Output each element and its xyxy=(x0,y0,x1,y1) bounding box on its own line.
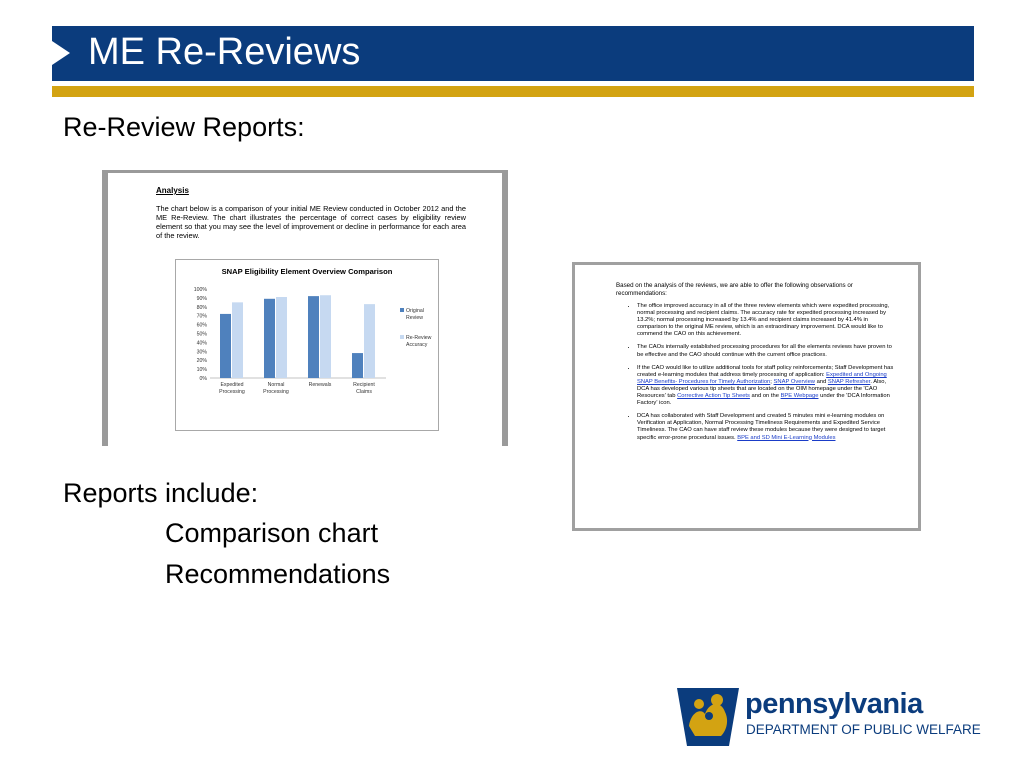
bar xyxy=(320,295,331,378)
y-tick-label: 40% xyxy=(196,340,207,347)
figure-head-icon xyxy=(694,699,704,709)
recommendations-list xyxy=(625,303,899,448)
y-tick-label: 50% xyxy=(196,331,207,338)
bullet-text: under the 'DCA Information Factory' icon. xyxy=(637,393,890,407)
y-tick-label: 0% xyxy=(199,376,207,382)
chart-svg xyxy=(176,260,438,430)
analysis-document xyxy=(102,170,508,446)
bullet-text: and on the xyxy=(749,393,781,400)
comparison-chart xyxy=(175,259,439,431)
link-timely-authorization[interactable]: Expedited and Ongoing SNAP Benefits- Procedures for Timely Authorization xyxy=(637,371,887,385)
bullet-text: If the CAO would like to utilize additional tools for staff policy reinforcements; Staff Development has created e-learning modules that address timely processing of application: xyxy=(637,364,894,378)
x-tick-label: Processing xyxy=(219,389,245,395)
gold-divider xyxy=(52,86,974,97)
list-item xyxy=(637,303,899,338)
chart-title: SNAP Eligibility Element Overview Comparison xyxy=(221,267,393,276)
y-tick-label: 100% xyxy=(193,287,207,293)
bar xyxy=(364,304,375,378)
x-tick-label: Claims xyxy=(356,389,372,395)
reports-include-label: Reports include: xyxy=(63,478,259,508)
y-tick-label: 70% xyxy=(196,313,207,320)
report-item-recommendations: Recommendations xyxy=(165,559,391,589)
x-tick-label: Renewals xyxy=(308,382,332,388)
logo-wordmark: pennsylvania xyxy=(745,688,923,720)
legend-label: Review xyxy=(406,315,424,321)
analysis-paragraph: The chart below is a comparison of your initial ME Review conducted in October 2012 and the ME Re-Review. The chart illustrates the percentage of correct cases by eligibility review element so that you may see the level of improvement or decline in performance for each area of the review. xyxy=(156,204,466,240)
list-item xyxy=(637,344,899,358)
link-snap-refresher[interactable]: SNAP Refresher xyxy=(827,378,871,385)
report-item-comparison-chart: Comparison chart xyxy=(165,518,379,548)
y-tick-label: 90% xyxy=(196,295,207,302)
legend-label: Original xyxy=(406,308,424,314)
y-tick-label: 20% xyxy=(196,358,207,365)
logo-department: DEPARTMENT OF PUBLIC WELFARE xyxy=(746,722,981,737)
bullet-text: and xyxy=(815,378,828,385)
figure-head-icon xyxy=(711,694,723,706)
bar xyxy=(352,353,363,378)
y-tick-label: 80% xyxy=(196,304,207,311)
title-arrow-icon xyxy=(52,41,70,65)
bar xyxy=(232,302,243,378)
x-tick-label: Expedited xyxy=(220,382,244,388)
legend-label: Accuracy xyxy=(406,342,428,348)
recommendations-document xyxy=(572,262,921,531)
bar xyxy=(220,314,231,378)
bullet-text: ; xyxy=(770,378,772,385)
bullet-text: The office improved accuracy in all of the three review elements which were expedited processing, normal processing and recipient claims. The accuracy rate for expedited processing increased by 13.2%; normal processing increased by 13.4% and recipient claims increased by 41.4% in comparison to the original ME review, which is an extraordinary improvement. DCA would like to commend the CAO on this achievement. xyxy=(637,303,890,338)
recommendations-intro: Based on the analysis of the reviews, we are able to offer the following observations or recommendations: xyxy=(616,282,853,297)
list-item xyxy=(637,413,899,441)
subtitle: Re-Review Reports: xyxy=(63,112,305,142)
bullet-text: DCA has collaborated with Staff Development and created 5 minutes mini e-learning modules on Verification at Application, Normal Processing Timeliness Requirements and Expedited Service Timeliness. The CAO can have staff review these modules because they were designed to target specific error-prone procedural issues. xyxy=(637,413,886,441)
link-bpe-webpage[interactable]: BPE Webpage xyxy=(780,393,819,400)
bar xyxy=(308,296,319,378)
legend-label: Re-Review xyxy=(406,335,432,341)
x-tick-label: Processing xyxy=(263,389,289,395)
figure-head-icon xyxy=(705,712,713,720)
x-tick-label: Recipient xyxy=(353,382,375,388)
x-tick-label: Normal xyxy=(267,382,285,388)
bar xyxy=(264,299,275,378)
list-item xyxy=(637,365,899,408)
bullet-text: . Also, DCA has developed various tip sheets that are located on the OIM homepage under the 'CAO Resources' tab xyxy=(637,378,887,400)
y-tick-label: 30% xyxy=(196,349,207,356)
slide-title: ME Re-Reviews xyxy=(88,31,361,73)
link-snap-overview[interactable]: SNAP Overview xyxy=(773,378,815,385)
bar xyxy=(276,297,287,378)
y-tick-label: 10% xyxy=(196,367,207,374)
analysis-heading: Analysis xyxy=(156,186,189,195)
link-corrective-action-tip-sheets[interactable]: Corrective Action Tip Sheets xyxy=(677,393,750,400)
bullet-text: The CAOs internally established processing procedures for all the elements reviews have proven to be effective and the CAO should continue with the current office practices. xyxy=(637,344,892,358)
y-tick-label: 60% xyxy=(196,322,207,329)
legend-swatch xyxy=(400,335,404,339)
link-mini-e-learning-modules[interactable]: BPE and SD Mini E-Learning Modules xyxy=(737,434,836,441)
legend-swatch xyxy=(400,308,404,312)
